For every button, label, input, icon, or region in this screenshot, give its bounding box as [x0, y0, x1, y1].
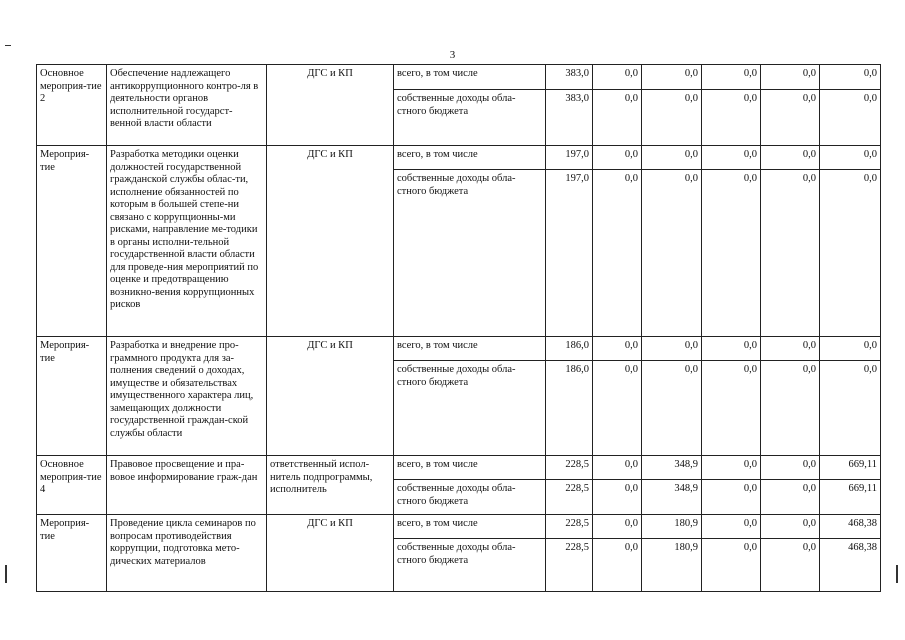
funding-source: всего, в том числе: [394, 65, 546, 90]
funding-source: собственные доходы обла-стного бюджета: [394, 170, 546, 337]
funding-source: всего, в том числе: [394, 456, 546, 480]
measure-type: Мероприя-тие: [37, 146, 107, 337]
value-cell: 0,0: [702, 146, 761, 170]
measure-executor: ДГС и КП: [267, 65, 394, 146]
measure-type: Основное мероприя-тие 2: [37, 65, 107, 146]
value-cell: 186,0: [546, 361, 593, 456]
value-cell: 0,0: [642, 337, 702, 361]
value-cell: 0,0: [702, 480, 761, 515]
value-cell: 0,0: [642, 65, 702, 90]
value-cell: 0,0: [642, 90, 702, 146]
value-cell: 468,38: [820, 515, 881, 539]
value-cell: 0,0: [593, 146, 642, 170]
table-row: [37, 337, 881, 361]
value-cell: 0,0: [593, 65, 642, 90]
funding-source: собственные доходы обла-стного бюджета: [394, 480, 546, 515]
value-cell: 0,0: [593, 456, 642, 480]
value-cell: 186,0: [546, 337, 593, 361]
value-cell: 0,0: [642, 361, 702, 456]
value-cell: 0,0: [702, 337, 761, 361]
value-cell: 0,0: [702, 170, 761, 337]
measure-name: Разработка и внедрение про-граммного продукта для за-полнения сведений о доходах, имуществе и обязательствах имущественного характера лиц, замещающих должности государственной граждан-ской службы области: [107, 337, 267, 456]
value-cell: 0,0: [593, 480, 642, 515]
value-cell: 0,0: [702, 65, 761, 90]
value-cell: 228,5: [546, 480, 593, 515]
measure-name: Разработка методики оценки должностей государственной гражданской службы облас-ти, исполнение обязанностей по которым в большей степе-ни связано с коррупционны-ми рисками, направление ме-тодики в органы исполни-тельной государственной власти области для проведе-ния мероприятий по оценке и предотвращению возникно-вения коррупционных рисков: [107, 146, 267, 337]
value-cell: 0,0: [761, 90, 820, 146]
value-cell: 0,0: [761, 361, 820, 456]
scan-mark: [5, 45, 11, 46]
value-cell: 0,0: [820, 90, 881, 146]
value-cell: 0,0: [642, 170, 702, 337]
value-cell: 0,0: [593, 90, 642, 146]
measure-executor: ДГС и КП: [267, 337, 394, 456]
funding-source: всего, в том числе: [394, 515, 546, 539]
measure-type: Мероприя-тие: [37, 515, 107, 592]
value-cell: 0,0: [761, 480, 820, 515]
value-cell: 0,0: [593, 337, 642, 361]
value-cell: 0,0: [761, 65, 820, 90]
value-cell: 669,11: [820, 456, 881, 480]
value-cell: 0,0: [702, 539, 761, 592]
table-row: [37, 146, 881, 170]
measure-type: Основное мероприя-тие 4: [37, 456, 107, 515]
measure-name: Проведение цикла семинаров по вопросам противодействия коррупции, подготовка мето-дических материалов: [107, 515, 267, 592]
value-cell: 0,0: [820, 65, 881, 90]
value-cell: 0,0: [761, 146, 820, 170]
value-cell: 348,9: [642, 456, 702, 480]
value-cell: 0,0: [820, 170, 881, 337]
value-cell: 0,0: [761, 515, 820, 539]
budget-table: [36, 64, 881, 592]
value-cell: 0,0: [702, 361, 761, 456]
value-cell: 197,0: [546, 170, 593, 337]
funding-source: собственные доходы обла-стного бюджета: [394, 90, 546, 146]
measure-name: Правовое просвещение и пра-вовое информирование граж-дан: [107, 456, 267, 515]
measure-name: Обеспечение надлежащего антикоррупционного контро-ля в деятельности органов исполнительной государст-венной власти области: [107, 65, 267, 146]
funding-source: всего, в том числе: [394, 146, 546, 170]
value-cell: 0,0: [820, 361, 881, 456]
value-cell: 0,0: [702, 456, 761, 480]
value-cell: 0,0: [593, 515, 642, 539]
value-cell: 0,0: [761, 170, 820, 337]
value-cell: 228,5: [546, 539, 593, 592]
funding-source: собственные доходы обла-стного бюджета: [394, 539, 546, 592]
value-cell: 180,9: [642, 515, 702, 539]
value-cell: 180,9: [642, 539, 702, 592]
value-cell: 383,0: [546, 65, 593, 90]
value-cell: 0,0: [702, 90, 761, 146]
measure-executor: ДГС и КП: [267, 515, 394, 592]
value-cell: 228,5: [546, 515, 593, 539]
value-cell: 0,0: [642, 146, 702, 170]
page-number: 3: [449, 49, 456, 61]
value-cell: 0,0: [593, 539, 642, 592]
value-cell: 669,11: [820, 480, 881, 515]
funding-source: всего, в том числе: [394, 337, 546, 361]
value-cell: 348,9: [642, 480, 702, 515]
measure-executor: ДГС и КП: [267, 146, 394, 337]
table-row: [37, 515, 881, 539]
value-cell: 0,0: [820, 337, 881, 361]
value-cell: 0,0: [761, 539, 820, 592]
value-cell: 0,0: [702, 515, 761, 539]
funding-source: собственные доходы обла-стного бюджета: [394, 361, 546, 456]
value-cell: 228,5: [546, 456, 593, 480]
value-cell: 0,0: [820, 146, 881, 170]
value-cell: 383,0: [546, 90, 593, 146]
scan-mark: [5, 565, 7, 583]
value-cell: 468,38: [820, 539, 881, 592]
value-cell: 0,0: [761, 456, 820, 480]
value-cell: 0,0: [593, 170, 642, 337]
value-cell: 197,0: [546, 146, 593, 170]
scan-mark: [896, 565, 898, 583]
table-row: [37, 456, 881, 480]
measure-type: Мероприя-тие: [37, 337, 107, 456]
value-cell: 0,0: [593, 361, 642, 456]
table-row: [37, 65, 881, 90]
measure-executor: ответственный испол-нитель подпрограммы, исполнитель: [267, 456, 394, 515]
value-cell: 0,0: [761, 337, 820, 361]
